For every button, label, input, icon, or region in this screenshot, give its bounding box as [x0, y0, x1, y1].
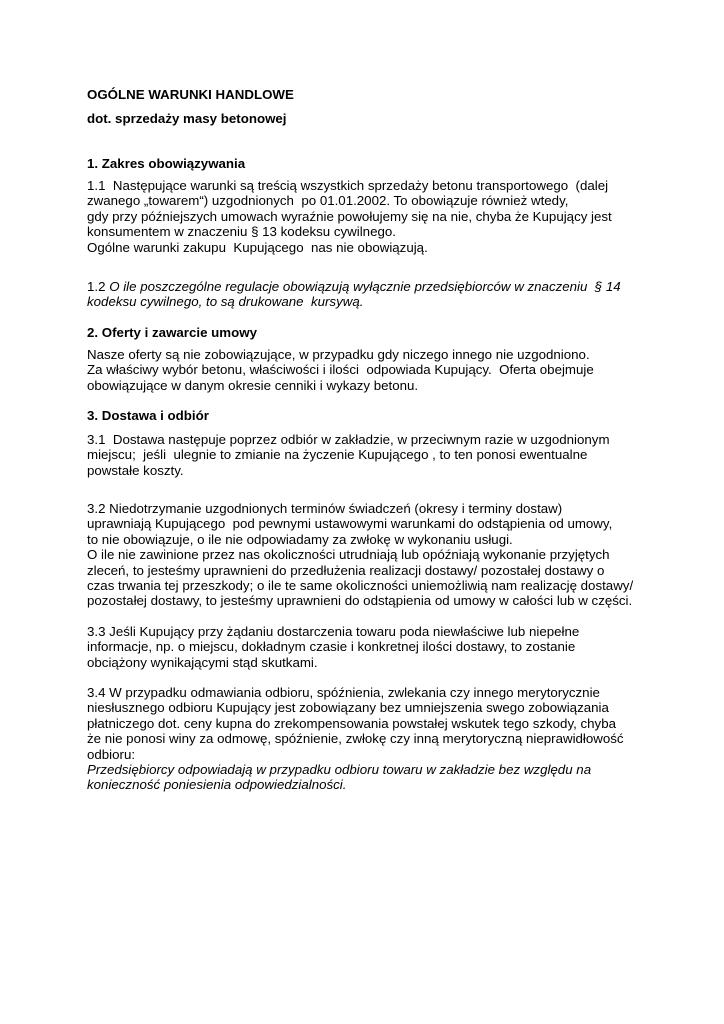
paragraph-line: 3.4 W przypadku odmawiania odbioru, spóźnienia, zwlekania czy innego merytorycznie — [87, 685, 600, 700]
paragraph-line: 3.1 Dostawa następuje poprzez odbiór w zakładzie, w przeciwnym razie w uzgodnionym — [87, 432, 610, 447]
section-heading-2: 2. Oferty i zawarcie umowy — [87, 325, 257, 340]
paragraph-3-4 — [87, 685, 687, 793]
paragraph-line: Nasze oferty są nie zobowiązujące, w przypadku gdy niczego innego nie uzgodniono. — [87, 347, 590, 362]
paragraph-line: 3.3 Jeśli Kupujący przy żądaniu dostarczenia towaru poda niewłaściwe lub niepełne — [87, 624, 580, 639]
paragraph-line: niesłusznego odbioru Kupujący jest zobowiązany bez umniejszenia swego zobowiązania — [87, 700, 609, 716]
paragraph-line: kodeksu cywilnego, to są drukowane kursywą. — [87, 294, 364, 310]
paragraph-line: że nie ponosi winy za odmowę, spóźnienie, zwłokę czy inną merytoryczną nieprawidłowość — [87, 731, 624, 747]
paragraph-line: to nie obowiązuje, o ile nie odpowiadamy za zwłokę w wykonaniu usługi. — [87, 531, 513, 547]
paragraph-line: pozostałej dostawy, to jesteśmy uprawnieni do odstąpienia od umowy w całości lub w części. — [87, 593, 633, 609]
paragraph-line: informacje, np. o miejscu, dokładnym czasie i konkretnej ilości dostawy, to zostanie — [87, 639, 576, 655]
paragraph-line: czas trwania tej przeszkody; o ile te same okoliczności uniemożliwią nam realizację dostawy/ — [87, 578, 634, 594]
paragraph-line: odbioru: — [87, 746, 136, 762]
paragraph-line: 1.1 Następujące warunki są treścią wszystkich sprzedaży betonu transportowego (dalej — [87, 178, 609, 193]
italic-paragraph-line: konieczność poniesienia odpowiedzialności. — [87, 777, 347, 793]
paragraph-line: zleceń, to jesteśmy uprawnieni do przedłużenia realizacji dostawy/ pozostałej dostawy o — [87, 562, 605, 578]
section-heading-3: 3. Dostawa i odbiór — [87, 408, 209, 423]
italic-text: O ile poszczególne regulacje obowiązują wyłącznie przedsiębiorców w znaczeniu § 14 — [109, 279, 621, 294]
paragraph-line: Za właściwy wybór betonu, właściwości i ilości odpowiada Kupujący. Oferta obejmuje — [87, 362, 594, 378]
paragraph-line: gdy przy późniejszych umowach wyraźnie powołujemy się na nie, chyba że Kupujący jest — [87, 208, 612, 224]
document-subtitle: dot. sprzedaży masy betonowej — [87, 111, 287, 126]
paragraph-3-2 — [87, 501, 687, 609]
paragraph-line: O ile nie zawinione przez nas okoliczności utrudniają lub opóźniają wykonanie przyjętych — [87, 547, 610, 563]
clause-number: 1.2 — [87, 279, 110, 294]
paragraph-line: zwanego „towarem“) uzgodnionych po 01.01.2002. To obowiązuje również wtedy, — [87, 193, 569, 209]
paragraph-3-1 — [87, 432, 687, 478]
paragraph-line — [87, 279, 687, 294]
paragraph-line: uprawniają Kupującego pod pewnymi ustawowymi warunkami do odstąpienia od umowy, — [87, 516, 613, 532]
italic-paragraph-line: Przedsiębiorcy odpowiadają w przypadku odbioru towaru w zakładzie bez względu na — [87, 762, 592, 778]
paragraph-line: obowiązujące w danym okresie cenniki i wykazy betonu. — [87, 377, 419, 393]
paragraph-1-2 — [87, 279, 687, 310]
paragraph-2 — [87, 347, 687, 393]
paragraph-1-1 — [87, 178, 687, 255]
paragraph-line: Ogólne warunki zakupu Kupującego nas nie obowiązują. — [87, 239, 428, 255]
section-heading-1: 1. Zakres obowiązywania — [87, 156, 246, 171]
paragraph-line: miejscu; jeśli ulegnie to zmianie na życzenie Kupującego , to ten ponosi ewentualne — [87, 447, 588, 463]
paragraph-line: 3.2 Niedotrzymanie uzgodnionych terminów świadczeń (okresy i terminy dostaw) — [87, 501, 563, 516]
paragraph-line: konsumentem w znaczeniu § 13 kodeksu cywilnego. — [87, 224, 396, 240]
paragraph-line: obciążony wynikającymi stąd skutkami. — [87, 654, 318, 670]
document-title: OGÓLNE WARUNKI HANDLOWE — [87, 87, 294, 102]
paragraph-line: płatniczego dot. ceny kupna do zrekompensowania powstałej wskutek tego szkody, chyba — [87, 715, 616, 731]
paragraph-3-3 — [87, 624, 687, 670]
paragraph-line: powstałe koszty. — [87, 462, 184, 478]
